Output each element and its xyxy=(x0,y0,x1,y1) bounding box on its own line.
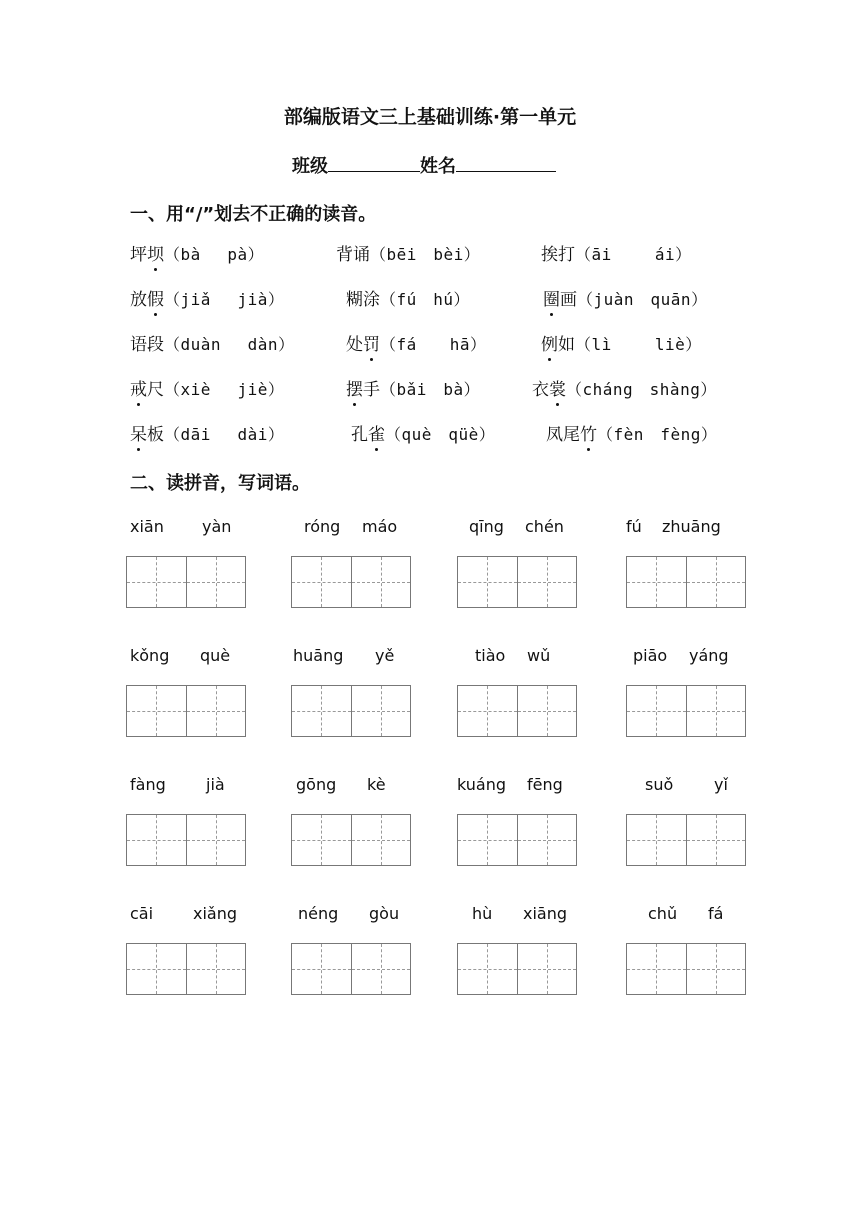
pinyin-label: fàng jià xyxy=(130,775,225,794)
pronunciation-item[interactable]: 呆板（dāi dài） xyxy=(130,420,284,445)
writing-grid[interactable] xyxy=(626,556,746,608)
word-writing-item xyxy=(126,517,248,627)
student-info-line xyxy=(292,152,556,178)
writing-grid[interactable] xyxy=(626,685,746,737)
pronunciation-item[interactable]: 糊涂（fú hú） xyxy=(346,290,471,310)
pinyin-label: chǔ fá xyxy=(648,904,724,923)
name-blank[interactable] xyxy=(456,153,556,172)
pinyin-label: kuáng fēng xyxy=(457,775,563,794)
word-writing-item xyxy=(626,646,748,756)
pinyin-label: qīng chén xyxy=(469,517,564,536)
writing-grid[interactable] xyxy=(291,943,411,995)
word-writing-item xyxy=(291,517,413,627)
pinyin-label: suǒ yǐ xyxy=(645,775,728,794)
word-writing-item xyxy=(457,775,579,885)
pronunciation-item[interactable]: 放假（jiǎ jià） xyxy=(130,285,284,310)
pronunciation-row xyxy=(0,420,860,454)
writing-grid[interactable] xyxy=(126,556,246,608)
writing-grid[interactable] xyxy=(126,943,246,995)
pinyin-label: néng gòu xyxy=(298,904,400,923)
pinyin-label: xiān yàn xyxy=(130,517,232,536)
pronunciation-row xyxy=(0,375,860,409)
word-writing-item xyxy=(626,517,748,627)
writing-grid[interactable] xyxy=(457,943,577,995)
writing-grid[interactable] xyxy=(457,685,577,737)
pinyin-label: piāo yáng xyxy=(633,646,729,665)
word-writing-item xyxy=(457,904,579,1014)
pinyin-label: huāng yě xyxy=(293,646,395,665)
pinyin-label: tiào wǔ xyxy=(475,646,551,665)
pronunciation-item[interactable]: 坪坝（bà pà） xyxy=(130,240,264,265)
pronunciation-item[interactable]: 例如（lì liè） xyxy=(541,330,702,355)
pronunciation-item[interactable]: 处罚（fá hā） xyxy=(346,330,487,355)
word-writing-item xyxy=(126,646,248,756)
pronunciation-item[interactable]: 衣裳（cháng shàng） xyxy=(532,375,717,400)
writing-grid[interactable] xyxy=(457,814,577,866)
pinyin-label: fú zhuāng xyxy=(626,517,721,536)
writing-grid[interactable] xyxy=(126,685,246,737)
writing-grid[interactable] xyxy=(626,943,746,995)
pronunciation-item[interactable]: 背诵（bēi bèi） xyxy=(336,245,481,265)
writing-grid[interactable] xyxy=(291,814,411,866)
pronunciation-item[interactable]: 摆手（bǎi bà） xyxy=(346,375,480,400)
word-writing-item xyxy=(126,775,248,885)
pronunciation-row xyxy=(0,240,860,274)
pronunciation-row xyxy=(0,285,860,319)
pinyin-label: róng máo xyxy=(304,517,398,536)
pinyin-label: cāi xiǎng xyxy=(130,904,238,923)
page-title: 部编版语文三上基础训练·第一单元 xyxy=(283,106,577,128)
word-writing-item xyxy=(291,646,413,756)
word-writing-item xyxy=(626,775,748,885)
word-writing-item xyxy=(626,904,748,1014)
word-writing-item xyxy=(126,904,248,1014)
pronunciation-item[interactable]: 凤尾竹（fèn fèng） xyxy=(546,420,717,445)
writing-grid[interactable] xyxy=(626,814,746,866)
class-label: 班级 xyxy=(292,156,328,177)
section-1-heading: 一、用“/”划去不正确的读音。 xyxy=(130,204,377,225)
word-writing-item xyxy=(457,517,579,627)
class-blank[interactable] xyxy=(328,153,420,172)
pronunciation-item[interactable]: 戒尺（xiè jiè） xyxy=(130,375,284,400)
section-2-heading: 二、读拼音，写词语。 xyxy=(130,473,310,494)
pronunciation-item[interactable]: 圈画（juàn quān） xyxy=(543,285,708,310)
pronunciation-item[interactable]: 语段（duàn dàn） xyxy=(130,335,295,355)
name-label: 姓名 xyxy=(420,156,456,177)
writing-grid[interactable] xyxy=(291,685,411,737)
writing-grid[interactable] xyxy=(291,556,411,608)
pronunciation-item[interactable]: 挨打（āi ái） xyxy=(541,245,692,265)
pinyin-label: kǒng què xyxy=(130,646,231,665)
pinyin-label: hù xiāng xyxy=(472,904,568,923)
word-writing-item xyxy=(291,904,413,1014)
word-writing-item xyxy=(457,646,579,756)
writing-grid[interactable] xyxy=(457,556,577,608)
writing-grid[interactable] xyxy=(126,814,246,866)
pinyin-label: gōng kè xyxy=(296,775,386,794)
word-writing-item xyxy=(291,775,413,885)
pronunciation-item[interactable]: 孔雀（què qüè） xyxy=(351,420,495,445)
pronunciation-row xyxy=(0,330,860,364)
